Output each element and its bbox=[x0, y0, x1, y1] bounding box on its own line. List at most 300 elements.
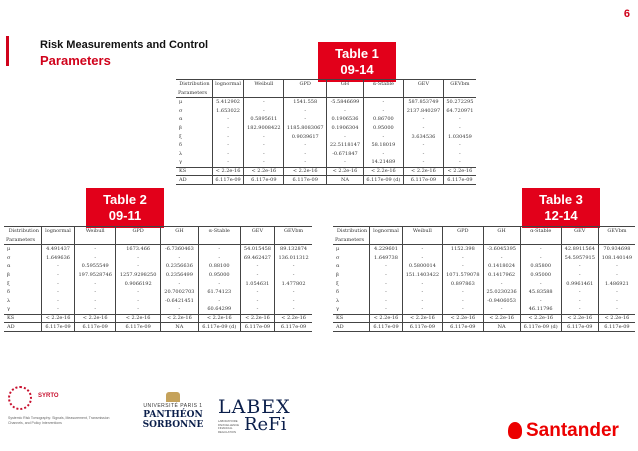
parameter-value: - bbox=[116, 297, 161, 306]
parameter-value: 136.011312 bbox=[275, 253, 312, 262]
column-header: Weibull bbox=[244, 80, 284, 89]
parameter-name: δ bbox=[7, 289, 11, 296]
test-value: < 2.2e-16 bbox=[483, 314, 520, 323]
table-row bbox=[333, 288, 635, 297]
svrto-name: SYRTO bbox=[38, 393, 59, 399]
callout-table-3 bbox=[522, 188, 600, 228]
parameter-value: 587.853749 bbox=[404, 98, 444, 107]
table-row bbox=[176, 124, 476, 133]
test-value: < 2.2e-16 bbox=[42, 314, 75, 323]
parameter-value: - bbox=[370, 288, 402, 297]
parameter-name: β bbox=[336, 271, 339, 278]
parameter-name: γ bbox=[336, 306, 339, 313]
blank-cell bbox=[240, 236, 274, 245]
sorbonne-logo bbox=[118, 392, 228, 430]
parameter-name: λ bbox=[7, 297, 11, 304]
test-name: AD bbox=[333, 323, 370, 332]
parameter-value: - bbox=[363, 106, 403, 115]
parameter-value: -0.671847 bbox=[327, 150, 363, 159]
parameter-value: 50.272295 bbox=[443, 98, 476, 107]
parameter-value: 1541.558 bbox=[284, 98, 327, 107]
parameter-value: -5.5846699 bbox=[327, 98, 363, 107]
parameter-value: - bbox=[443, 158, 476, 167]
parameter-value: - bbox=[370, 297, 402, 306]
ks-row bbox=[4, 314, 312, 323]
parameter-value: - bbox=[275, 288, 312, 297]
ks-row bbox=[333, 314, 635, 323]
parameter-name: σ bbox=[179, 107, 183, 114]
parameter-value: - bbox=[561, 305, 598, 314]
slide-title: Parameters bbox=[40, 53, 111, 68]
parameter-value: - bbox=[443, 305, 483, 314]
parameter-value: -6.7360463 bbox=[160, 245, 198, 254]
test-value: 6.117e-09 bbox=[116, 323, 161, 332]
parameter-value: - bbox=[443, 141, 476, 150]
test-value: 6.117e-09 bbox=[284, 176, 327, 185]
parameter-value: 108.140149 bbox=[598, 253, 635, 262]
page-number: 6 bbox=[623, 8, 630, 20]
parameter-value: 46.11796 bbox=[520, 305, 561, 314]
parameter-value: 20.7002703 bbox=[160, 288, 198, 297]
parameter-value: - bbox=[402, 297, 442, 306]
parameter-name: α bbox=[7, 263, 11, 270]
blank-cell bbox=[402, 236, 442, 245]
table-row bbox=[4, 245, 312, 254]
sorbonne-name: PANTHÉON SORBONNE bbox=[142, 410, 204, 430]
test-value: < 2.2e-16 bbox=[212, 167, 244, 176]
parameter-value: - bbox=[443, 297, 483, 306]
parameter-value: 0.85800 bbox=[520, 262, 561, 271]
parameter-value: - bbox=[75, 305, 116, 314]
test-value: < 2.2e-16 bbox=[116, 314, 161, 323]
parameter-value: 1.477802 bbox=[275, 279, 312, 288]
table-header-row bbox=[176, 80, 476, 89]
callout-period: 09-14 bbox=[340, 62, 374, 77]
parameter-value: - bbox=[598, 262, 635, 271]
test-value: < 2.2e-16 bbox=[443, 167, 476, 176]
test-name: AD bbox=[176, 176, 212, 185]
table-row bbox=[176, 150, 476, 159]
parameter-value: - bbox=[198, 253, 240, 262]
test-value: 6.117e-09 bbox=[75, 323, 116, 332]
parameter-value: - bbox=[483, 305, 520, 314]
parameter-value: 0.1906304 bbox=[327, 124, 363, 133]
test-value: 6.117e-09 (d) bbox=[363, 176, 403, 185]
slide-subtitle: Risk Measurements and Control bbox=[40, 39, 209, 51]
parameter-value: - bbox=[370, 305, 402, 314]
parameter-value: 1185.8083067 bbox=[284, 124, 327, 133]
table-row bbox=[333, 262, 635, 271]
parameter-value: 5.412902 bbox=[212, 98, 244, 107]
parameter-value: 0.86700 bbox=[363, 115, 403, 124]
parameter-value: - bbox=[244, 158, 284, 167]
table-row bbox=[176, 106, 476, 115]
svrto-mark-icon bbox=[8, 386, 32, 410]
parameter-name: λ bbox=[179, 150, 183, 157]
blank-cell bbox=[561, 236, 598, 245]
table-row bbox=[4, 253, 312, 262]
blank-cell bbox=[404, 89, 444, 98]
test-name: AD bbox=[4, 323, 42, 332]
blank-cell bbox=[160, 236, 198, 245]
parameter-value: - bbox=[75, 297, 116, 306]
parameter-value: 42.8911564 bbox=[561, 245, 598, 254]
parameter-value: 58.18019 bbox=[363, 141, 403, 150]
test-value: 6.117e-09 bbox=[275, 323, 312, 332]
parameter-value: - bbox=[402, 279, 442, 288]
parameter-value: - bbox=[198, 279, 240, 288]
test-value: 6.117e-09 bbox=[443, 323, 483, 332]
parameter-value: - bbox=[404, 150, 444, 159]
callout-period: 09-11 bbox=[108, 208, 142, 223]
parameter-value: - bbox=[284, 115, 327, 124]
table-row bbox=[333, 279, 635, 288]
parameter-name: γ bbox=[179, 159, 182, 166]
test-value: < 2.2e-16 bbox=[598, 314, 635, 323]
parameter-value: 45.83588 bbox=[520, 288, 561, 297]
blank-cell bbox=[520, 236, 561, 245]
blank-cell bbox=[363, 89, 403, 98]
table-row bbox=[333, 297, 635, 306]
parameter-table-3 bbox=[333, 226, 635, 332]
parameter-value: 1.054631 bbox=[240, 279, 274, 288]
test-value: 6.117e-09 bbox=[598, 323, 635, 332]
table-subheader-row bbox=[333, 236, 635, 245]
test-value: < 2.2e-16 bbox=[244, 167, 284, 176]
parameter-name: β bbox=[7, 271, 10, 278]
test-value: 6.117e-09 (d) bbox=[198, 323, 240, 332]
blank-cell bbox=[598, 236, 635, 245]
parameter-value: 61.74123 bbox=[198, 288, 240, 297]
test-value: 6.117e-09 bbox=[404, 176, 444, 185]
parameter-name: ξ bbox=[179, 133, 182, 140]
test-value: < 2.2e-16 bbox=[275, 314, 312, 323]
parameter-value: - bbox=[275, 305, 312, 314]
parameter-value: 0.2356636 bbox=[160, 262, 198, 271]
parameter-value: - bbox=[116, 288, 161, 297]
labex-refi-logo bbox=[218, 398, 308, 434]
parameter-value: - bbox=[561, 297, 598, 306]
callout-table-1 bbox=[318, 42, 396, 82]
parameter-value: - bbox=[42, 297, 75, 306]
column-header: lognormal bbox=[42, 227, 75, 236]
parameter-value: - bbox=[116, 262, 161, 271]
parameter-value: - bbox=[160, 279, 198, 288]
parameter-value: - bbox=[483, 253, 520, 262]
test-value: 6.117e-09 bbox=[402, 323, 442, 332]
test-value: 6.117e-09 (d) bbox=[520, 323, 561, 332]
blank-cell bbox=[327, 89, 363, 98]
parameter-value: - bbox=[598, 271, 635, 280]
sorbonne-crest-icon bbox=[166, 392, 180, 402]
column-header: lognormal bbox=[370, 227, 402, 236]
parameter-value: - bbox=[244, 132, 284, 141]
parameter-value: 182.9008422 bbox=[244, 124, 284, 133]
parameter-value: 69.462427 bbox=[240, 253, 274, 262]
test-value: NA bbox=[160, 323, 198, 332]
parameter-value: - bbox=[75, 253, 116, 262]
parameter-value: - bbox=[284, 141, 327, 150]
parameter-value: - bbox=[212, 124, 244, 133]
parameter-value: - bbox=[284, 150, 327, 159]
column-header: GEV bbox=[240, 227, 274, 236]
parameter-value: - bbox=[404, 141, 444, 150]
column-header: α-Stable bbox=[363, 80, 403, 89]
parameter-value: - bbox=[443, 253, 483, 262]
parameter-value: - bbox=[160, 305, 198, 314]
parameter-value: - bbox=[116, 305, 161, 314]
callout-table-2 bbox=[86, 188, 164, 228]
parameter-value: 0.88100 bbox=[198, 262, 240, 271]
ad-row bbox=[176, 176, 476, 185]
test-value: < 2.2e-16 bbox=[198, 314, 240, 323]
parameter-value: 60.64299 bbox=[198, 305, 240, 314]
table-row bbox=[4, 297, 312, 306]
table-row bbox=[4, 271, 312, 280]
parameter-value: - bbox=[42, 262, 75, 271]
parameter-value: -0.9406053 bbox=[483, 297, 520, 306]
parameter-name: μ bbox=[179, 99, 183, 106]
column-header: Weibull bbox=[75, 227, 116, 236]
column-header: α-Stable bbox=[198, 227, 240, 236]
ad-row bbox=[4, 323, 312, 332]
test-value: 6.117e-09 bbox=[443, 176, 476, 185]
test-value: 6.117e-09 bbox=[42, 323, 75, 332]
parameter-value: - bbox=[443, 124, 476, 133]
parameter-value: 1257.9298250 bbox=[116, 271, 161, 280]
parameter-value: 0.9039617 bbox=[284, 132, 327, 141]
parameters-label: Parameters bbox=[333, 236, 370, 245]
distribution-label: Distribution bbox=[176, 80, 212, 89]
parameter-value: - bbox=[520, 245, 561, 254]
column-header: GH bbox=[483, 227, 520, 236]
parameter-value: - bbox=[402, 288, 442, 297]
parameter-name: α bbox=[179, 116, 183, 123]
column-header: α-Stable bbox=[520, 227, 561, 236]
test-value: 6.117e-09 bbox=[561, 323, 598, 332]
parameter-value: - bbox=[598, 288, 635, 297]
parameter-value: 14.21489 bbox=[363, 158, 403, 167]
parameter-value: - bbox=[443, 288, 483, 297]
test-value: < 2.2e-16 bbox=[370, 314, 402, 323]
parameter-value: - bbox=[370, 262, 402, 271]
table-row bbox=[4, 279, 312, 288]
test-value: 6.117e-09 bbox=[370, 323, 402, 332]
parameter-value: - bbox=[160, 253, 198, 262]
test-value: < 2.2e-16 bbox=[520, 314, 561, 323]
parameter-value: - bbox=[402, 253, 442, 262]
blank-cell bbox=[443, 236, 483, 245]
parameter-value: - bbox=[240, 271, 274, 280]
parameters-label: Parameters bbox=[4, 236, 42, 245]
parameter-value: 1071.579078 bbox=[443, 271, 483, 280]
parameter-name: β bbox=[179, 124, 182, 131]
parameter-value: - bbox=[561, 271, 598, 280]
parameter-value: 1673.466 bbox=[116, 245, 161, 254]
parameter-name: δ bbox=[336, 289, 340, 296]
parameter-value: - bbox=[598, 305, 635, 314]
header-accent-bar bbox=[6, 36, 9, 66]
test-name: KS bbox=[333, 314, 370, 323]
table-row bbox=[176, 98, 476, 107]
parameter-value: 1.486921 bbox=[598, 279, 635, 288]
parameter-value: - bbox=[370, 279, 402, 288]
test-value: < 2.2e-16 bbox=[284, 167, 327, 176]
table-row bbox=[333, 253, 635, 262]
parameter-value: - bbox=[244, 106, 284, 115]
parameter-value: - bbox=[327, 132, 363, 141]
parameter-table-2 bbox=[4, 226, 312, 332]
parameter-value: 64.720971 bbox=[443, 106, 476, 115]
parameter-value: 151.1403422 bbox=[402, 271, 442, 280]
table-header-row bbox=[333, 227, 635, 236]
parameter-value: - bbox=[275, 262, 312, 271]
parameter-name: σ bbox=[7, 254, 11, 261]
parameter-value: 22.5118147 bbox=[327, 141, 363, 150]
parameter-value: - bbox=[443, 115, 476, 124]
table-row bbox=[4, 262, 312, 271]
blank-cell bbox=[244, 89, 284, 98]
column-header: GEV bbox=[561, 227, 598, 236]
parameter-value: 0.95000 bbox=[520, 271, 561, 280]
table-row bbox=[176, 158, 476, 167]
parameter-value: 89.132874 bbox=[275, 245, 312, 254]
parameter-value: 70.934698 bbox=[598, 245, 635, 254]
parameter-value: - bbox=[240, 297, 274, 306]
distribution-label: Distribution bbox=[4, 227, 42, 236]
parameter-value: - bbox=[75, 288, 116, 297]
parameter-value: - bbox=[284, 106, 327, 115]
parameters-label: Parameters bbox=[176, 89, 212, 98]
callout-label: Table 1 bbox=[335, 46, 379, 61]
parameter-value: - bbox=[483, 279, 520, 288]
parameter-value: - bbox=[275, 271, 312, 280]
table-row bbox=[333, 305, 635, 314]
parameter-table-1 bbox=[176, 79, 476, 185]
parameter-value: 0.1417962 bbox=[483, 271, 520, 280]
blank-cell bbox=[370, 236, 402, 245]
table-subheader-row bbox=[176, 89, 476, 98]
parameter-name: σ bbox=[336, 254, 340, 261]
parameter-value: - bbox=[116, 253, 161, 262]
test-value: 6.117e-09 bbox=[212, 176, 244, 185]
table-row bbox=[176, 141, 476, 150]
table-row bbox=[4, 305, 312, 314]
parameter-value: - bbox=[212, 132, 244, 141]
column-header: GPD bbox=[284, 80, 327, 89]
column-header: GEVbm bbox=[443, 80, 476, 89]
parameter-value: - bbox=[240, 288, 274, 297]
parameter-value: 0.5800014 bbox=[402, 262, 442, 271]
parameter-value: - bbox=[561, 262, 598, 271]
parameter-value: - bbox=[42, 271, 75, 280]
parameter-name: α bbox=[336, 263, 340, 270]
parameter-value: 1.649636 bbox=[42, 253, 75, 262]
parameter-value: - bbox=[212, 158, 244, 167]
parameter-name: ξ bbox=[7, 280, 10, 287]
parameter-value: - bbox=[404, 158, 444, 167]
parameter-value: 54.015458 bbox=[240, 245, 274, 254]
parameter-value: - bbox=[370, 271, 402, 280]
parameter-value: - bbox=[443, 150, 476, 159]
parameter-value: - bbox=[244, 98, 284, 107]
parameter-value: - bbox=[520, 253, 561, 262]
blank-cell bbox=[42, 236, 75, 245]
column-header: lognormal bbox=[212, 80, 244, 89]
column-header: GEV bbox=[404, 80, 444, 89]
refi-word: ReFi bbox=[244, 414, 287, 435]
parameter-value: - bbox=[198, 297, 240, 306]
parameter-value: 0.1418024 bbox=[483, 262, 520, 271]
parameter-value: 0.5955549 bbox=[75, 262, 116, 271]
parameter-value: - bbox=[75, 279, 116, 288]
labex-word: LABEX bbox=[218, 396, 291, 418]
parameter-name: γ bbox=[7, 306, 10, 313]
parameter-value: - bbox=[75, 245, 116, 254]
parameter-value: 3.634536 bbox=[404, 132, 444, 141]
table-row bbox=[333, 271, 635, 280]
test-value: < 2.2e-16 bbox=[363, 167, 403, 176]
parameter-value: - bbox=[561, 288, 598, 297]
blank-cell bbox=[212, 89, 244, 98]
column-header: GEVbm bbox=[598, 227, 635, 236]
parameter-name: ξ bbox=[336, 280, 339, 287]
parameter-value: - bbox=[520, 297, 561, 306]
parameter-value: - bbox=[42, 305, 75, 314]
parameter-value: - bbox=[327, 158, 363, 167]
parameter-value: - bbox=[42, 288, 75, 297]
parameter-value: 4.229601 bbox=[370, 245, 402, 254]
blank-cell bbox=[443, 89, 476, 98]
table-row bbox=[333, 245, 635, 254]
blank-cell bbox=[116, 236, 161, 245]
test-value: < 2.2e-16 bbox=[443, 314, 483, 323]
test-value: < 2.2e-16 bbox=[402, 314, 442, 323]
parameter-value: - bbox=[212, 141, 244, 150]
labex-small-text: LABORATOIRE D'EXCELLENCE FINANCIAL REGULATION bbox=[218, 419, 240, 434]
callout-period: 12-14 bbox=[544, 208, 578, 223]
test-value: < 2.2e-16 bbox=[75, 314, 116, 323]
svrto-logo bbox=[8, 386, 110, 425]
parameter-name: δ bbox=[179, 142, 183, 149]
parameter-value: - bbox=[212, 115, 244, 124]
distribution-label: Distribution bbox=[333, 227, 370, 236]
callout-label: Table 3 bbox=[539, 192, 583, 207]
blank-cell bbox=[275, 236, 312, 245]
table-subheader-row bbox=[4, 236, 312, 245]
parameter-value: 0.2356499 bbox=[160, 271, 198, 280]
footer-logos bbox=[0, 378, 638, 451]
parameter-value: - bbox=[198, 245, 240, 254]
parameter-value: - bbox=[240, 305, 274, 314]
parameter-value: 0.95000 bbox=[198, 271, 240, 280]
parameter-name: μ bbox=[7, 246, 11, 253]
column-header: GEVbm bbox=[275, 227, 312, 236]
parameter-value: 1.649738 bbox=[370, 253, 402, 262]
parameter-name: λ bbox=[336, 297, 340, 304]
parameter-value: 1.653022 bbox=[212, 106, 244, 115]
parameter-value: - bbox=[212, 150, 244, 159]
parameter-value: -0.6421451 bbox=[160, 297, 198, 306]
parameter-value: - bbox=[363, 132, 403, 141]
ad-row bbox=[333, 323, 635, 332]
test-value: 6.117e-09 bbox=[244, 176, 284, 185]
column-header: GH bbox=[327, 80, 363, 89]
parameter-value: 0.1906536 bbox=[327, 115, 363, 124]
test-value: 6.117e-09 bbox=[240, 323, 274, 332]
blank-cell bbox=[75, 236, 116, 245]
blank-cell bbox=[284, 89, 327, 98]
